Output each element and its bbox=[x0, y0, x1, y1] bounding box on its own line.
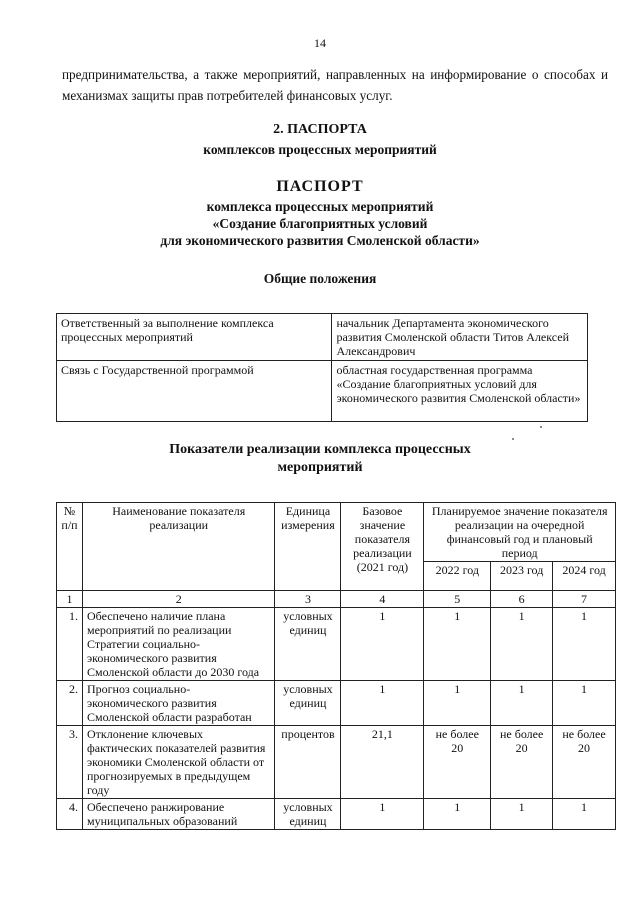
header-year-2022: 2022 год bbox=[424, 562, 491, 591]
passport-line-2: «Создание благоприятных условий bbox=[212, 216, 428, 231]
row-2024: не более 20 bbox=[553, 726, 616, 799]
header-base: Базовое значение показателя реализации (2021 год) bbox=[341, 503, 424, 591]
row-base: 1 bbox=[341, 799, 424, 830]
row-2024: 1 bbox=[553, 608, 616, 681]
row-name: Обеспечено ранжирование муниципальных образований bbox=[82, 799, 275, 830]
row-num: 1. bbox=[57, 608, 83, 681]
header-planned: Планируемое значение показателя реализации на очередной финансовый год и плановый период bbox=[424, 503, 616, 562]
table-row bbox=[57, 608, 616, 681]
table-row bbox=[57, 314, 588, 361]
intro-paragraph: предпринимательства, а также мероприятий, направленных на информирование о способах и механизмах защиты прав потребителей финансовых услуг. bbox=[62, 67, 608, 103]
passport-line-1: комплекса процессных мероприятий bbox=[206, 199, 434, 214]
row-base: 21,1 bbox=[341, 726, 424, 799]
row-name: Прогноз социально-экономического развития Смоленской области разработан bbox=[82, 681, 275, 726]
table-row bbox=[57, 361, 588, 422]
general-provisions-heading: Общие положения bbox=[263, 271, 377, 286]
passport-title: ПАСПОРТ bbox=[276, 178, 364, 195]
col-number: 5 bbox=[424, 591, 491, 608]
table-row bbox=[57, 799, 616, 830]
row-unit: процентов bbox=[275, 726, 341, 799]
header-year-2024: 2024 год bbox=[553, 562, 616, 591]
row-2022: 1 bbox=[424, 681, 491, 726]
row-2023: не более 20 bbox=[491, 726, 553, 799]
row-unit: условных единиц bbox=[275, 681, 341, 726]
row-name: Отклонение ключевых фактических показателей развития экономики Смоленской области от прогнозируемых в предыдущем году bbox=[82, 726, 275, 799]
col-number: 1 bbox=[57, 591, 83, 608]
row-2023: 1 bbox=[491, 608, 553, 681]
indicators-table bbox=[56, 502, 616, 830]
general-provisions-table bbox=[56, 313, 588, 422]
indicators-heading-line-1: Показатели реализации комплекса процессных bbox=[169, 442, 471, 457]
header-unit: Единица измерения bbox=[275, 503, 341, 591]
page-number: 14 bbox=[314, 36, 326, 50]
header-year-2023: 2023 год bbox=[491, 562, 553, 591]
table-header-row bbox=[57, 503, 616, 562]
row-num: 3. bbox=[57, 726, 83, 799]
indicators-heading-line-2: мероприятий bbox=[277, 460, 363, 475]
header-name: Наименование показателя реализации bbox=[82, 503, 275, 591]
row-2024: 1 bbox=[553, 799, 616, 830]
col-number: 2 bbox=[82, 591, 275, 608]
row-base: 1 bbox=[341, 681, 424, 726]
passport-line-3: для экономического развития Смоленской области» bbox=[160, 233, 480, 248]
col-number: 4 bbox=[341, 591, 424, 608]
general-value: начальник Департамента экономического развития Смоленской области Титов Алексей Александрович bbox=[332, 314, 588, 361]
col-number: 7 bbox=[553, 591, 616, 608]
row-base: 1 bbox=[341, 608, 424, 681]
row-unit: условных единиц bbox=[275, 799, 341, 830]
row-unit: условных единиц bbox=[275, 608, 341, 681]
row-2024: 1 bbox=[553, 681, 616, 726]
table-row bbox=[57, 726, 616, 799]
general-value: областная государственная программа «Создание благоприятных условий для экономического развития Смоленской области» bbox=[332, 361, 588, 422]
row-2022: 1 bbox=[424, 608, 491, 681]
row-2022: не более 20 bbox=[424, 726, 491, 799]
row-2022: 1 bbox=[424, 799, 491, 830]
scan-speck bbox=[512, 438, 514, 440]
column-number-row bbox=[57, 591, 616, 608]
general-label: Ответственный за выполнение комплекса процессных мероприятий bbox=[57, 314, 332, 361]
row-name: Обеспечено наличие плана мероприятий по реализации Стратегии социально-экономического развития Смоленской области до 2030 года bbox=[82, 608, 275, 681]
row-2023: 1 bbox=[491, 799, 553, 830]
row-num: 2. bbox=[57, 681, 83, 726]
row-num: 4. bbox=[57, 799, 83, 830]
section-subtitle: комплексов процессных мероприятий bbox=[203, 142, 437, 157]
col-number: 3 bbox=[275, 591, 341, 608]
general-label: Связь с Государственной программой bbox=[57, 361, 332, 422]
row-2023: 1 bbox=[491, 681, 553, 726]
col-number: 6 bbox=[491, 591, 553, 608]
header-num: № п/п bbox=[57, 503, 83, 591]
scan-speck bbox=[540, 426, 542, 428]
section-title: 2. ПАСПОРТА bbox=[273, 122, 367, 137]
table-row bbox=[57, 681, 616, 726]
